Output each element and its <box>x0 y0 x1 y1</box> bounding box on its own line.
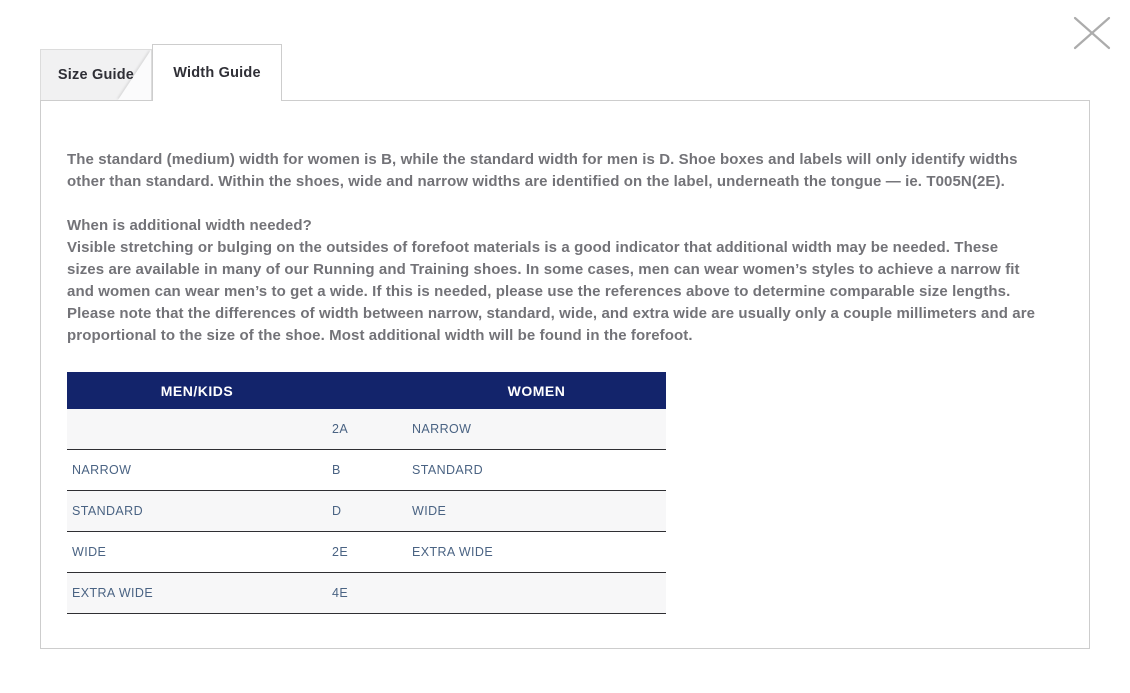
cell-men: NARROW <box>72 463 132 477</box>
tab-bar <box>40 43 1090 100</box>
cell-women: EXTRA WIDE <box>412 545 494 559</box>
cell-men: STANDARD <box>72 504 144 518</box>
cell-women: STANDARD <box>412 463 484 477</box>
table-header-row <box>67 372 666 409</box>
cell-code: B <box>332 463 341 477</box>
header-women: WOMEN <box>507 382 566 399</box>
cell-women: WIDE <box>412 504 447 518</box>
header-men-kids: MEN/KIDS <box>160 382 234 399</box>
cell-men: EXTRA WIDE <box>72 586 154 600</box>
cell-men: WIDE <box>72 545 107 559</box>
width-guide-panel <box>40 100 1090 649</box>
intro-paragraph: The standard (medium) width for women is B, while the standard width for men is D. Shoe boxes and labels will only identify widths other than standard. Within the shoes, wide and narrow widths are identified on the label, underneath the tongue — ie. T005N(2E). <box>67 151 1018 190</box>
table-row <box>67 450 666 491</box>
question-heading: When is additional width needed? <box>67 217 312 234</box>
cell-code: D <box>332 504 342 518</box>
tab-width-guide-label: Width Guide <box>173 65 261 81</box>
tab-size-guide-label: Size Guide <box>57 67 135 83</box>
question-body: Visible stretching or bulging on the outsides of forefoot materials is a good indicator that additional width may be needed. These sizes are available in many of our Running and Training shoes. In some cases, men can wear women’s styles to achieve a narrow fit and women can wear men’s to get a wide. If this is needed, please use the references above to determine comparable size lengths. Please note that the differences of width between narrow, standard, wide, and extra wide are usually only a couple millimeters and are proportional to the size of the shoe. Most additional width will be found in the forefoot. <box>67 239 1036 344</box>
table-row <box>67 491 666 532</box>
tab-size-guide[interactable] <box>40 49 152 100</box>
table-row <box>67 573 666 614</box>
tab-width-guide[interactable] <box>152 44 282 101</box>
cell-women: NARROW <box>412 422 472 436</box>
cell-code: 2E <box>332 545 349 559</box>
width-comparison-table <box>67 372 666 614</box>
table-row <box>67 409 666 450</box>
cell-code: 4E <box>332 586 349 600</box>
cell-code: 2A <box>332 422 349 436</box>
table-row <box>67 532 666 573</box>
